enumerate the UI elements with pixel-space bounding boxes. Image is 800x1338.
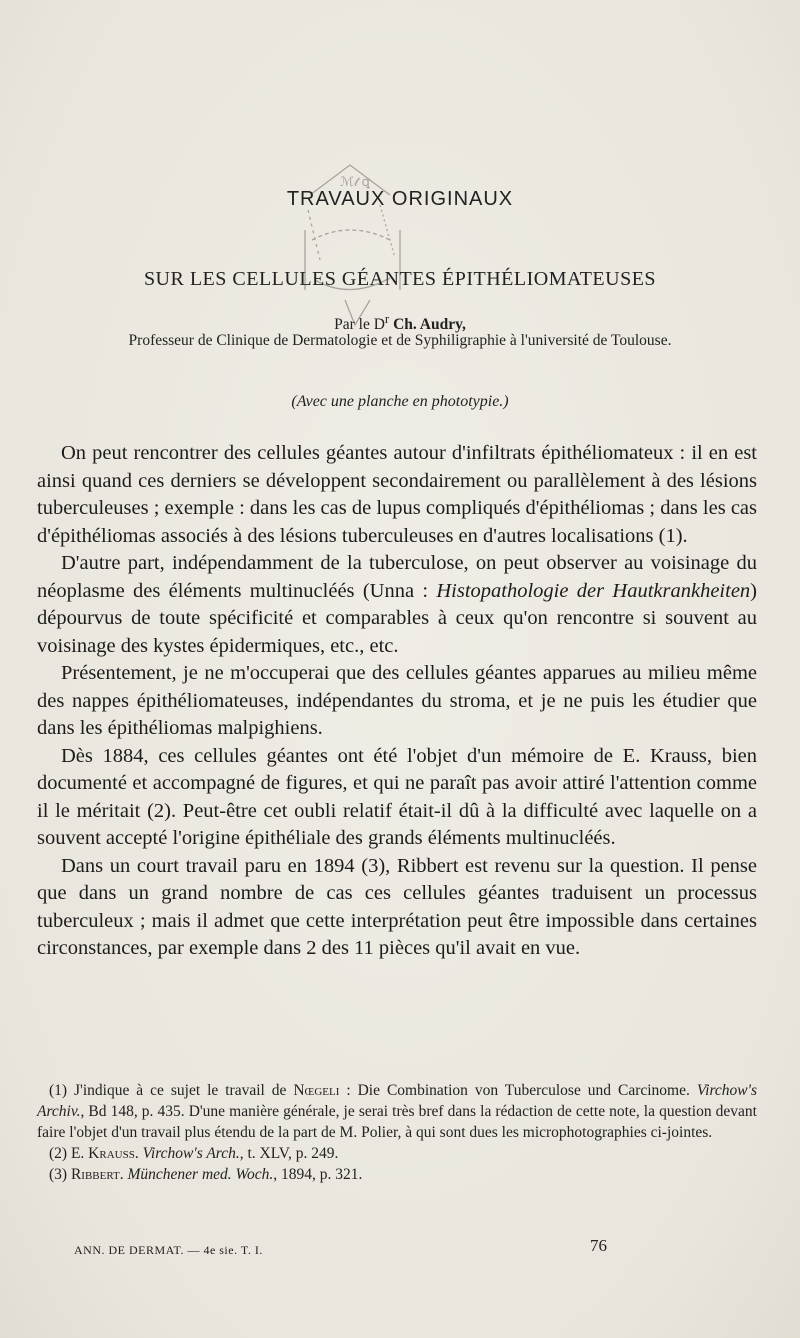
page-number: 76 — [590, 1236, 607, 1255]
paragraph: Dès 1884, ces cellules géantes ont été l'objet d'un mémoire de E. Krauss, bien documenté et accompagné de figures, et qui ne paraît pas avoir attiré l'attention comme il le méritait (2). Peut-être cet oubli relatif était-il dû à la difficulté avec laquelle on a souvent accepté l'origine épithéliale des grands éléments multinucléés. — [37, 744, 757, 849]
plate-note: (Avec une planche en phototypie.) — [291, 393, 509, 410]
footnotes — [37, 1080, 757, 1185]
paragraph: Dans un court travail paru en 1894 (3), Ribbert est revenu sur la question. Il pense que dans un grand nombre de cas ces cellules géantes traduisent un processus tuberculeux ; mais il admet que cette interprétation peut être impossible dans certaines circonstances, par exemple dans 2 des 11 pièces qu'il avait en vue. — [37, 854, 757, 959]
footnote-1: (1) J'indique à ce sujet le travail de Nœgeli : Die Combination von Tuberculose und Carcinome. Virchow's Archiv., Bd 148, p. 435. D'une manière générale, je serai très bref dans la rédaction de cette note, la question devant faire l'objet d'un travail plus étendu de la part de M. Polier, à qui sont dues les microphotographies ci-jointes. — [37, 1082, 757, 1141]
author-affiliation: Professeur de Clinique de Dermatologie et de Syphiligraphie à l'université de Toulouse. — [128, 332, 672, 349]
byline-prefix: Par le D — [334, 316, 385, 334]
book-title: Histopathologie der Hautkrankheiten — [436, 579, 751, 602]
paragraph: On peut rencontrer des cellules géantes autour d'infiltrats épithéliomateux : il en est ainsi quand ces derniers se développent secondairement ou parallèlement à des lésions tuberculeuses ; exemple : dans les cas de lupus compliqués d'épithéliomas ; dans les cas d'épithéliomas associés à des lésions tuberculeuses en d'autres localisations (1). — [37, 442, 757, 547]
svg-text:ℳ𝓉 ꝗ: ℳ𝓉 ꝗ — [340, 174, 370, 189]
byline-sup: r — [384, 311, 390, 326]
journal-reference: ANN. DE DERMAT. — 4e sie. T. I. — [74, 1243, 263, 1257]
article-body — [37, 440, 757, 963]
section-heading: TRAVAUX ORIGINAUX — [286, 188, 514, 210]
article-title: SUR LES CELLULES GÉANTES ÉPITHÉLIOMATEUSES — [143, 268, 657, 290]
footnote-2: (2) E. Krauss. Virchow's Arch., t. XLV, p. 249. — [49, 1145, 339, 1162]
paragraph: D'autre part, indépendamment de la tuberculose, on peut observer au voisinage du néoplasme des éléments multinucléés (Unna : Histopathologie der Hautkrankheiten) dépourvus de toute spécificité et comparables à ceux qu'on rencontre si souvent au voisinage des kystes épidermiques, etc., etc. — [37, 552, 757, 657]
paragraph: Présentement, je ne m'occuperai que des cellules géantes apparues au milieu même des nappes épithéliomateuses, indépendantes du stroma, et je ne puis les étudier que dans les épithéliomas malpighiens. — [37, 662, 757, 739]
footnote-3: (3) Ribbert. Münchener med. Woch., 1894, p. 321. — [49, 1166, 363, 1183]
author-name: Ch. Audry, — [393, 316, 466, 334]
